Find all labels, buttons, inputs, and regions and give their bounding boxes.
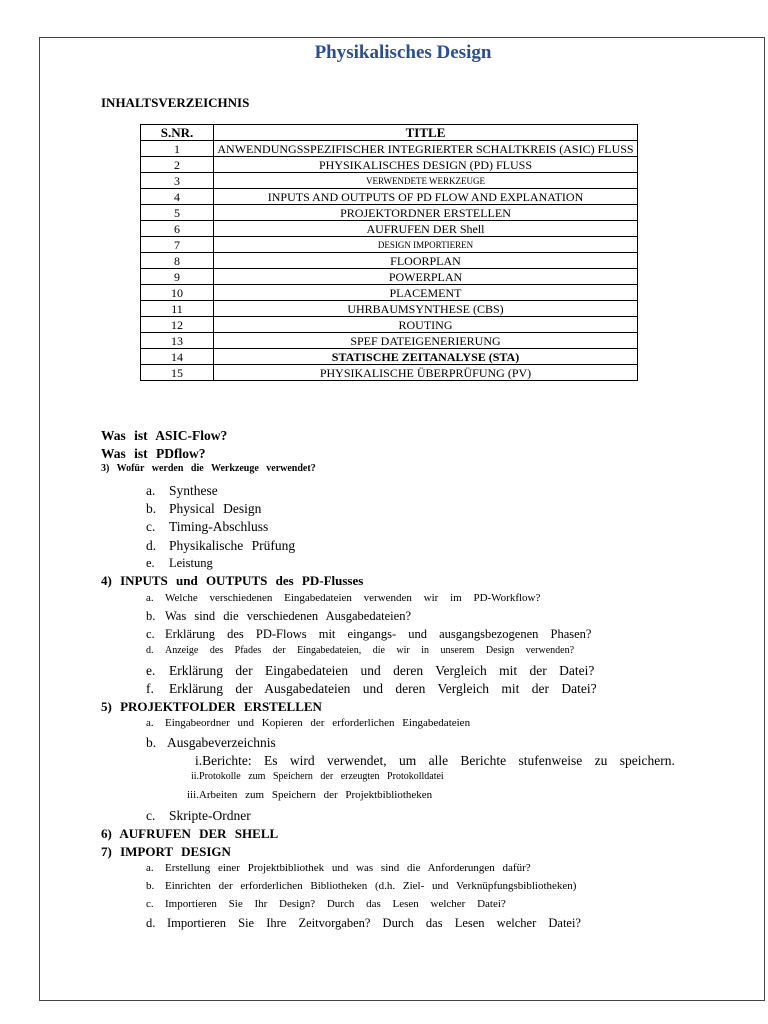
toc-no: 14 [141, 349, 214, 365]
list-marker: a. [146, 717, 154, 729]
list-marker: b. [146, 609, 156, 623]
list-item: Skripte-Ordner [169, 808, 251, 823]
list-marker: c. [146, 808, 156, 823]
toc-no: 1 [141, 141, 214, 157]
list-item: Erklärung der Eingabedateien und deren Vergleich mit der Datei? [169, 663, 595, 678]
section-heading-project-folder: 5) PROJEKTFOLDER ERSTELLEN [101, 699, 322, 714]
toc-row [141, 221, 638, 237]
list-item: Ausgabeverzeichnis [167, 735, 276, 750]
sublist-item: ii.Protokolle zum Speichern der erzeugten Protokolldatei [191, 771, 444, 782]
list-marker: e. [146, 556, 155, 570]
sublist-item: i.Berichte: Es wird verwendet, um alle Berichte stufenweise zu speichern. [195, 753, 675, 768]
section-heading-inputs-outputs: 4) INPUTS und OUTPUTS des PD-Flusses [101, 573, 364, 588]
list-item: Timing-Abschluss [169, 519, 269, 534]
list-marker: b. [146, 735, 157, 750]
toc-row [141, 157, 638, 173]
toc-no: 7 [141, 237, 214, 253]
toc-no: 15 [141, 365, 214, 381]
toc-no: 6 [141, 221, 214, 237]
list-marker: a. [146, 592, 154, 604]
list-item: Eingabeordner und Kopieren der erforderlichen Eingabedateien [165, 717, 471, 729]
toc-row [141, 285, 638, 301]
toc-row [141, 365, 638, 381]
toc-title: STATISCHE ZEITANALYSE (STA) [214, 349, 638, 365]
list-item: Leistung [169, 556, 213, 570]
toc-no: 12 [141, 317, 214, 333]
toc-no: 3 [141, 173, 214, 189]
list-item: Erklärung der Ausgabedateien und deren Vergleich mit der Datei? [169, 681, 597, 696]
list-item: Importieren Sie Ihre Zeitvorgaben? Durch das Lesen welcher Datei? [167, 916, 581, 930]
toc-col-no: S.NR. [141, 125, 214, 141]
toc-no: 2 [141, 157, 214, 173]
list-marker: a. [146, 483, 156, 498]
toc-title: PLACEMENT [214, 285, 638, 301]
list-item: Erklärung des PD-Flows mit eingangs- und ausgangsbezogenen Phasen? [165, 627, 592, 641]
toc-title: INPUTS AND OUTPUTS OF PD FLOW AND EXPLANATION [214, 189, 638, 205]
toc-no: 11 [141, 301, 214, 317]
document-page [39, 37, 765, 1001]
toc-row [141, 141, 638, 157]
list-item: Synthese [169, 483, 218, 498]
toc-title: SPEF DATEIGENERIERUNG [214, 333, 638, 349]
list-marker: c. [146, 898, 154, 910]
toc-no: 8 [141, 253, 214, 269]
toc-title: PHYSIKALISCHES DESIGN (PD) FLUSS [214, 157, 638, 173]
toc-no: 5 [141, 205, 214, 221]
toc-title: POWERPLAN [214, 269, 638, 285]
list-marker: b. [146, 501, 157, 516]
list-marker: e. [146, 663, 156, 678]
toc-no: 13 [141, 333, 214, 349]
toc-row [141, 237, 638, 253]
toc-header-row [141, 125, 638, 141]
list-item: Physical Design [169, 501, 262, 516]
list-item: Anzeige des Pfades der Eingabedateien, die wir in unserem Design verwenden? [165, 645, 575, 656]
toc-title: PHYSIKALISCHE ÜBERPRÜFUNG (PV) [214, 365, 638, 381]
toc-title: UHRBAUMSYNTHESE (CBS) [214, 301, 638, 317]
toc-title: DESIGN IMPORTIEREN [214, 237, 638, 253]
toc-row [141, 205, 638, 221]
page-title: Physikalisches Design [314, 42, 492, 63]
toc-table [140, 124, 638, 381]
toc-title: PROJEKTORDNER ERSTELLEN [214, 205, 638, 221]
toc-title: VERWENDETE WERKZEUGE [214, 173, 638, 189]
list-item: Was sind die verschiedenen Ausgabedateien? [165, 609, 411, 623]
list-item: Importieren Sie Ihr Design? Durch das Lesen welcher Datei? [165, 898, 506, 910]
list-item: Erstellung einer Projektbibliothek und was sind die Anforderungen dafür? [165, 862, 531, 874]
toc-no: 4 [141, 189, 214, 205]
list-marker: c. [146, 519, 156, 534]
toc-title: AUFRUFEN DER Shell [214, 221, 638, 237]
list-marker: b. [146, 880, 155, 892]
question-pd-flow: Was ist PDflow? [101, 446, 206, 461]
toc-col-title: TITLE [214, 125, 638, 141]
list-item: Physikalische Prüfung [169, 538, 296, 553]
section-heading-import-design: 7) IMPORT DESIGN [101, 844, 231, 859]
list-marker: f. [146, 681, 154, 696]
toc-row [141, 317, 638, 333]
toc-heading: INHALTSVERZEICHNIS [101, 95, 250, 110]
toc-row [141, 189, 638, 205]
toc-no: 9 [141, 269, 214, 285]
list-marker: d. [146, 538, 157, 553]
list-item: Einrichten der erforderlichen Bibliotheken (d.h. Ziel- und Verknüpfungsbibliotheken) [165, 880, 577, 892]
toc-title: FLOORPLAN [214, 253, 638, 269]
section-heading-shell: 6) AUFRUFEN DER SHELL [101, 826, 279, 841]
toc-title: ROUTING [214, 317, 638, 333]
sublist-item: iii.Arbeiten zum Speichern der Projektbibliotheken [187, 789, 433, 801]
toc-row [141, 333, 638, 349]
toc-row [141, 173, 638, 189]
toc-row [141, 269, 638, 285]
question-asic-flow: Was ist ASIC-Flow? [101, 428, 228, 443]
list-marker: c. [146, 627, 155, 641]
list-marker: a. [146, 862, 154, 874]
toc-row [141, 301, 638, 317]
toc-row [141, 349, 638, 365]
toc-title: ANWENDUNGSSPEZIFISCHER INTEGRIERTER SCHALTKREIS (ASIC) FLUSS [214, 141, 638, 157]
list-item: Welche verschiedenen Eingabedateien verwenden wir im PD-Workflow? [165, 592, 541, 604]
question-tools: 3) Wofür werden die Werkzeuge verwendet? [101, 463, 316, 474]
toc-no: 10 [141, 285, 214, 301]
list-marker: d. [146, 645, 154, 656]
list-marker: d. [146, 916, 156, 930]
toc-row [141, 253, 638, 269]
